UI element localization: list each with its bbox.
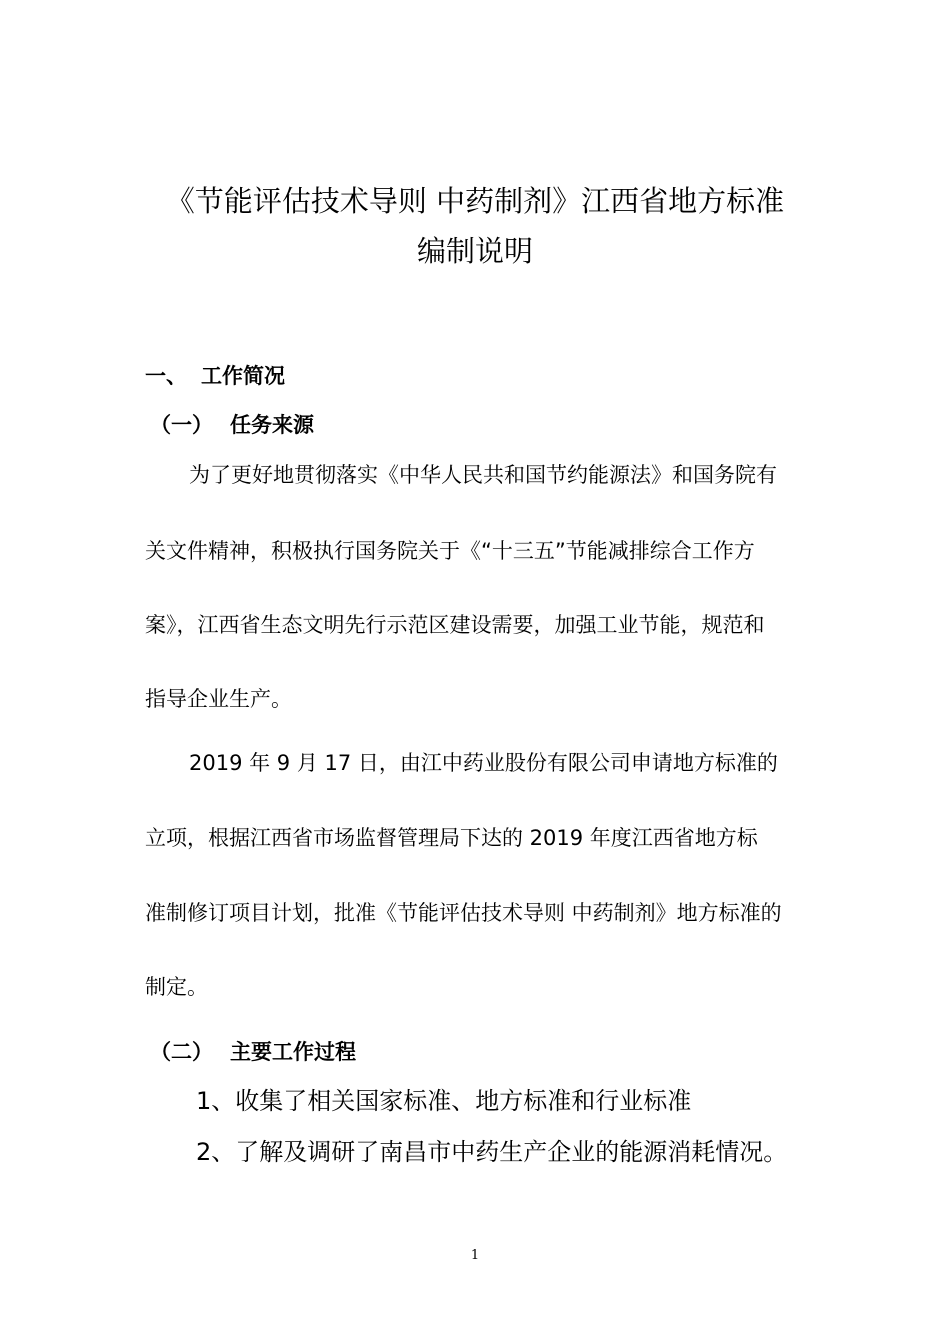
subsection-title: 任务来源 [230,413,314,437]
paragraph-2-line: 2019 年 9 月 17 日，由江中药业股份有限公司申请地方标准的 [189,751,778,775]
paragraph-1-line: 关文件精神，积极执行国务院关于《“十三五”节能减排综合工作方 [145,539,755,563]
paragraph-1-line: 指导企业生产。 [145,687,292,711]
list-item: 1、收集了相关国家标准、地方标准和行业标准 [196,1087,692,1115]
paragraph-2-line: 立项，根据江西省市场监督管理局下达的 2019 年度江西省地方标 [145,826,758,850]
paragraph-1-line: 为了更好地贯彻落实《中华人民共和国节约能源法》和国务院有 [189,463,777,487]
subsection-title: 主要工作过程 [230,1040,356,1064]
list-item: 2、了解及调研了南昌市中药生产企业的能源消耗情况。 [196,1138,788,1166]
section-heading-work-overview [145,361,285,391]
paragraph-1-line: 案》，江西省生态文明先行示范区建设需要，加强工业节能，规范和 [145,613,765,637]
page-number: 1 [470,1248,480,1263]
subsection-number: （二） [150,1040,213,1064]
paragraph-2-line: 制定。 [145,975,208,999]
section-number: 一、 [145,364,187,388]
document-title-line-2: 编制说明 [416,234,533,268]
paragraph-2-line: 准制修订项目计划，批准《节能评估技术导则 中药制剂》地方标准的 [145,901,782,925]
document-title-line-1: 《节能评估技术导则 中药制剂》江西省地方标准 [165,184,785,218]
section-title: 工作简况 [201,364,285,388]
subsection-heading-main-work-process [150,1037,356,1067]
subsection-number: （一） [150,413,213,437]
subsection-heading-task-source [150,410,314,440]
